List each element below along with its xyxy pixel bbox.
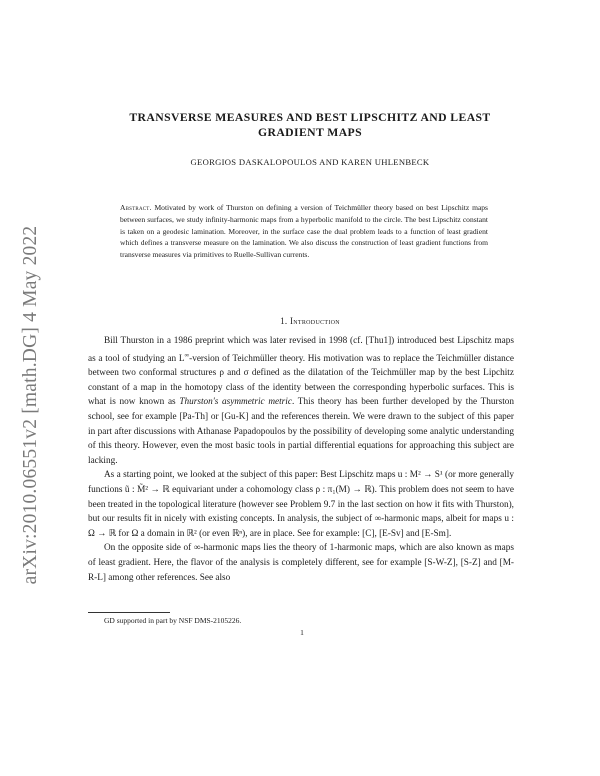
- p1-part-b: -version of Teichmüller theory. His motivation was to replace the Teichmüller distance between two conformal structures ρ and σ defined as the dilatation of the Teichmüller map by the best Lipchitz constant of a map in the homotopy class of the identity between the corresponding hyperbolic surfaces. This is what is now known as: [88, 353, 515, 408]
- title-line-2: GRADIENT MAPS: [257, 126, 362, 139]
- abstract-label: Abstract.: [120, 203, 152, 212]
- authors: GEORGIOS DASKALOPOULOS AND KAREN UHLENBECK: [190, 157, 430, 167]
- page-number: 1: [300, 628, 304, 637]
- footnote: GD supported in part by NSF DMS-2105226.: [104, 616, 242, 625]
- paragraph-3: On the opposite side of ∞-harmonic maps lies the theory of 1-harmonic maps, which are also known as maps of least gradient. Here, the flavor of the analysis is completely different, see for example [S-W-Z], [S-Z] and [M-R-L] among other references. See also: [88, 543, 514, 583]
- p1-superscript: ∞: [184, 351, 190, 359]
- p1-emphasis: Thurston's asymmetric metric: [179, 397, 292, 408]
- p1-part-a: Bill Thurston in a 1986 preprint which was later revised in 1998 (cf. [Thu1]) introduced best Lipschitz maps as a tool of studying an L: [88, 336, 514, 364]
- p1-part-c: . This theory has been further developed by the Thurston school, see for example [Pa-Th] or [Gu-K] and the references therein. We were drawn to the subject of this paper in part after discussions with Athanase Papadopoulos by the possibility of developing some analytic understanding of this theory. However, even the most basic tools in partial differential equations for approaching this subject are lacking.: [88, 397, 515, 466]
- abstract-text: Motivated by work of Thurston on defining a version of Teichmüller theory based on best Lipschitz maps between surfaces, we study infinity-harmonic maps from a hyperbolic manifold to the circle. The best Lipschitz constant is taken on a geodesic lamination. Moreover, in the surface case the dual problem leads to a function of least gradient which defines a transverse measure on the lamination. We also discuss the construction of least gradient functions from transverse measures via primitives to Ruelle-Sullivan currents.: [120, 203, 488, 260]
- paragraph-1: [88, 334, 514, 468]
- paper-title: [110, 110, 510, 140]
- abstract: [120, 202, 488, 261]
- paragraph-2: As a starting point, we looked at the subject of this paper: Best Lipschitz maps u : M² → S¹ (or more generally functions ũ : M̃² → ℝ equivariant under a cohomology class ρ : π₁(M) → ℝ). This problem does not seem to have been treated in the topological literature (however see Problem 9.7 in the last section on how it fits with Thurston), but our results fit in nicely with existing concepts. In analysis, the subject of ∞-harmonic maps, albeit for maps u : Ω → ℝ for Ω a domain in ℝ² (or even ℝⁿ), are in place. See for example: [C], [E-Sv] and [E-Sm].: [88, 470, 514, 539]
- title-line-1: TRANSVERSE MEASURES AND BEST LIPSCHITZ AND LEAST: [129, 111, 491, 124]
- arxiv-id-text: arXiv:2010.06551v2 [math.DG] 4 May 2022: [20, 225, 41, 585]
- footnote-rule: [88, 612, 170, 613]
- body-text: [88, 334, 514, 585]
- arxiv-identifier: [6, 170, 56, 640]
- section-heading: 1. Introduction: [280, 316, 340, 326]
